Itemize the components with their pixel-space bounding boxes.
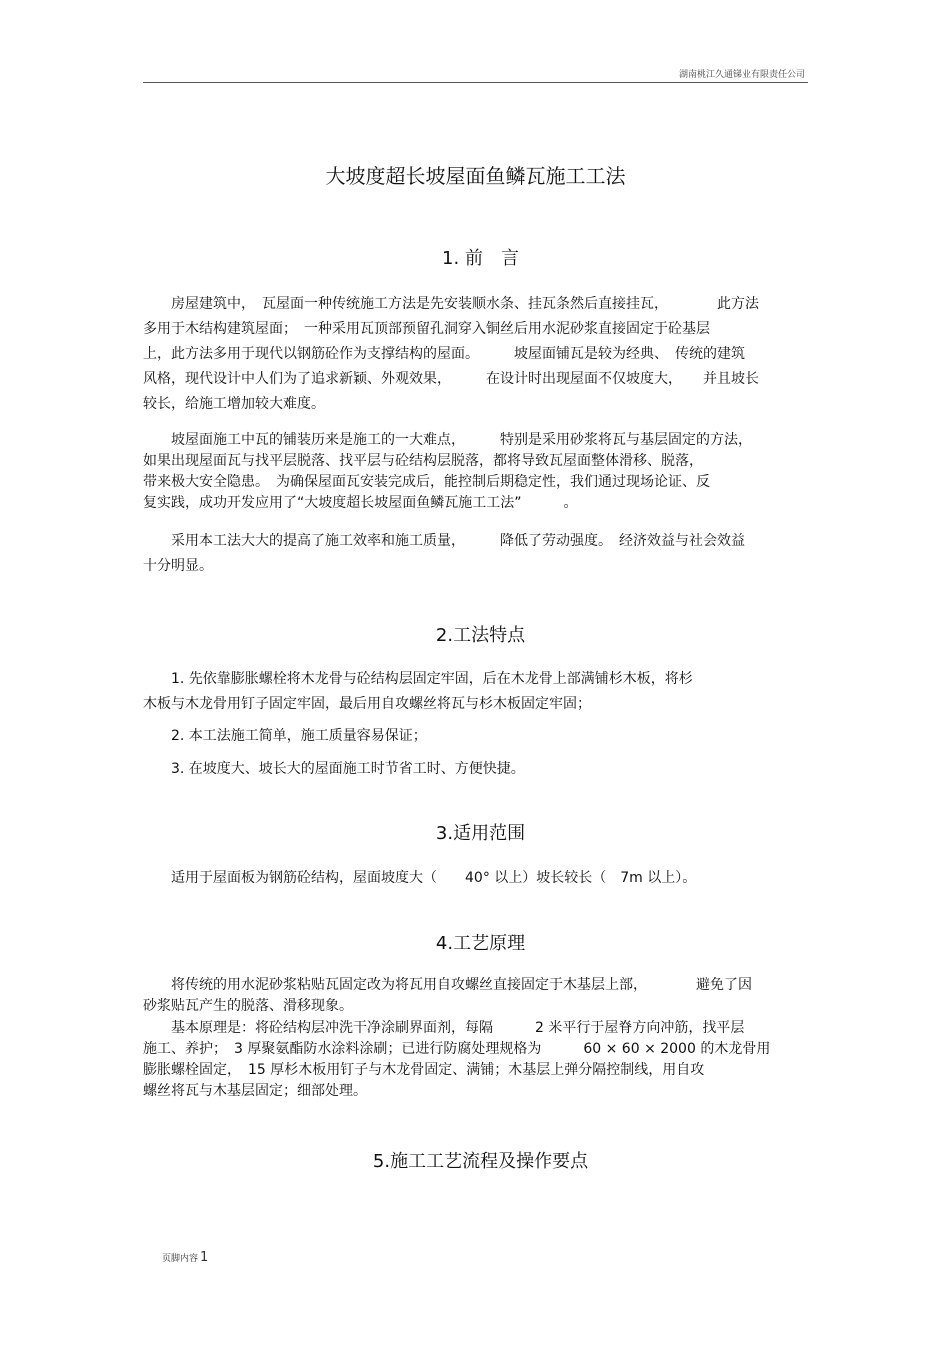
text-line: 1. 先依靠膨胀螺栓将木龙骨与砼结构层固定牢固，后在木龙骨上部满铺杉木板，将杉 — [143, 671, 693, 687]
text-line: 采用本工法大大的提高了施工效率和施工质量， 降低了劳动强度。 经济效益与社会效益 — [143, 533, 745, 549]
section-2-item-2 — [143, 724, 427, 749]
text-line: 较长，给施工增加较大难度。 — [143, 396, 325, 412]
text-line: 复实践，成功开发应用了“大坡度超长坡屋面鱼鳞瓦施工工法” 。 — [143, 495, 578, 511]
text-line: 螺丝将瓦与木基层固定；细部处理。 — [143, 1083, 367, 1099]
section-heading-1: 1. 前 言 — [442, 248, 519, 269]
section-2-item-3 — [143, 757, 525, 782]
page-footer — [162, 1250, 208, 1265]
text-line: 2. 本工法施工简单，施工质量容易保证； — [143, 728, 427, 744]
text-line: 上，此方法多用于现代以钢筋砼作为支撑结构的屋面。 坡屋面铺瓦是较为经典、 传统的建筑 — [143, 346, 745, 362]
section-heading-3: 3.适用范围 — [435, 823, 526, 844]
section-4-paragraph-1 — [143, 975, 752, 1017]
section-heading-5: 5.施工工艺流程及操作要点 — [372, 1151, 589, 1172]
text-line: 基本原理是：将砼结构层冲洗干净涂刷界面剂，每隔 2 米平行于屋脊方向冲筋，找平层 — [143, 1020, 745, 1036]
text-line: 木板与木龙骨用钉子固定牢固，最后用自攻螺丝将瓦与杉木板固定牢固； — [143, 696, 591, 712]
text-line: 适用于屋面板为钢筋砼结构，屋面坡度大（ 40° 以上）坡长较长（ 7m 以上）。 — [143, 870, 697, 886]
section-1-paragraph-3 — [143, 529, 745, 579]
text-line: 十分明显。 — [143, 558, 213, 574]
text-line: 多用于木结构建筑屋面； 一种采用瓦顶部预留孔洞穿入铜丝后用水泥砂浆直接固定于砼基层 — [143, 321, 710, 337]
header-company-name: 湖南桃江久通锑业有限责任公司 — [678, 70, 805, 80]
section-heading-2: 2.工法特点 — [435, 625, 526, 646]
section-1-paragraph-1 — [143, 292, 759, 417]
section-3-paragraph — [143, 866, 696, 891]
text-line: 将传统的用水泥砂浆粘贴瓦固定改为将瓦用自攻螺丝直接固定于木基层上部， 避免了因 — [143, 977, 752, 993]
text-line: 坡屋面施工中瓦的铺装历来是施工的一大难点， 特别是采用砂浆将瓦与基层固定的方法， — [143, 432, 752, 448]
text-line: 风格，现代设计中人们为了追求新颖、外观效果， 在设计时出现屋面不仅坡度大， 并且坡长 — [143, 371, 759, 387]
footer-label: 页脚内容 — [162, 1254, 199, 1264]
text-line: 3. 在坡度大、坡长大的屋面施工时节省工时、方便快捷。 — [143, 761, 525, 777]
text-line: 如果出现屋面瓦与找平层脱落、找平层与砼结构层脱落，都将导致瓦屋面整体滑移、脱落， — [143, 453, 703, 469]
page-number: 1 — [200, 1250, 209, 1265]
section-heading-4: 4.工艺原理 — [435, 933, 526, 954]
text-line: 施工、养护； 3 厚聚氨酯防水涂料涂刷；已进行防腐处理规格为 60 × 60 × 2000 的木龙骨用 — [143, 1041, 771, 1057]
section-1-paragraph-2 — [143, 430, 752, 514]
document-title: 大坡度超长坡屋面鱼鳞瓦施工工法 — [325, 164, 626, 188]
text-line: 房屋建筑中， 瓦屋面一种传统施工方法是先安装顺水条、挂瓦条然后直接挂瓦， 此方法 — [143, 296, 759, 312]
text-line: 带来极大安全隐患。 为确保屋面瓦安装完成后，能控制后期稳定性，我们通过现场论证、反 — [143, 474, 710, 490]
section-4-paragraph-2 — [143, 1018, 770, 1102]
section-2-item-1 — [143, 667, 693, 717]
header-divider — [143, 82, 808, 83]
text-line: 砂浆贴瓦产生的脱落、滑移现象。 — [143, 998, 353, 1014]
text-line: 膨胀螺栓固定， 15 厚杉木板用钉子与木龙骨固定、满铺；木基层上弹分隔控制线，用自攻 — [143, 1062, 705, 1078]
